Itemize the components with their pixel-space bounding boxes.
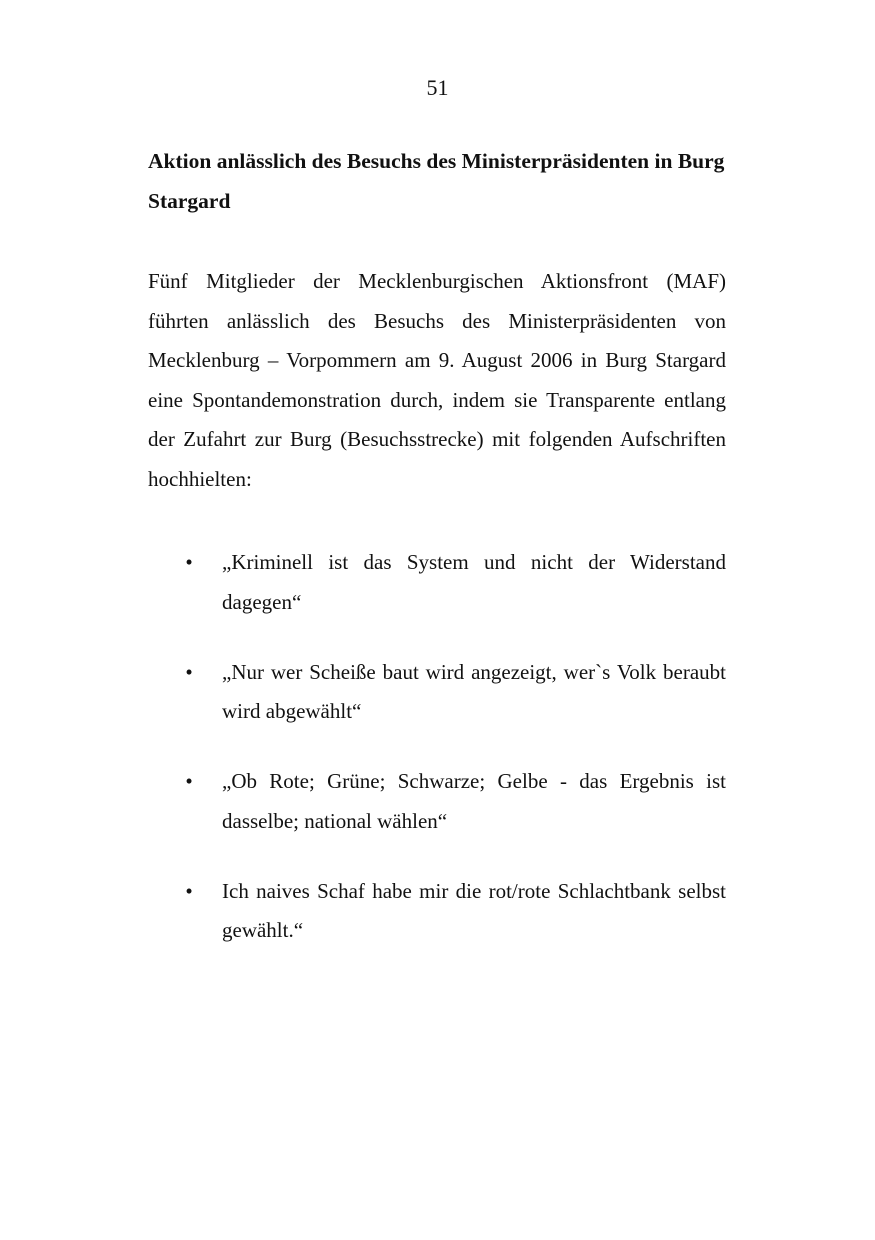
list-item-text: Ich naives Schaf habe mir die rot/rote Schlachtbank selbst gewählt.“ — [222, 878, 726, 942]
list-item — [148, 653, 726, 732]
list-item — [148, 543, 726, 622]
list-item-text: „Nur wer Scheiße baut wird angezeigt, wer`s Volk beraubt wird abgewählt“ — [222, 659, 726, 723]
bullet-icon: • — [185, 550, 193, 574]
list-item-text: „Ob Rote; Grüne; Schwarze; Gelbe - das Ergebnis ist dasselbe; national wählen“ — [222, 769, 726, 833]
list-item — [148, 872, 726, 951]
section-heading: Aktion anlässlich des Besuchs des Ministerpräsidenten in Burg Stargard — [148, 149, 725, 213]
page-content — [148, 142, 726, 981]
banner-slogan-list — [148, 543, 726, 951]
body-paragraph: Fünf Mitglieder der Mecklenburgischen Aktionsfront (MAF) führten anlässlich des Besuchs des Ministerpräsidenten von Mecklenburg – Vorpommern am 9. August 2006 in Burg Stargard eine Spontandemonstration durch, indem sie Transparente entlang der Zufahrt zur Burg (Besuchsstrecke) mit folgenden Aufschriften hochhielten: — [148, 269, 726, 491]
page-number: 51 — [426, 75, 449, 100]
list-item-text: „Kriminell ist das System und nicht der Widerstand dagegen“ — [222, 550, 726, 614]
bullet-icon: • — [185, 769, 193, 793]
bullet-icon: • — [185, 659, 193, 684]
bullet-icon: • — [185, 878, 193, 903]
list-item — [148, 762, 726, 841]
